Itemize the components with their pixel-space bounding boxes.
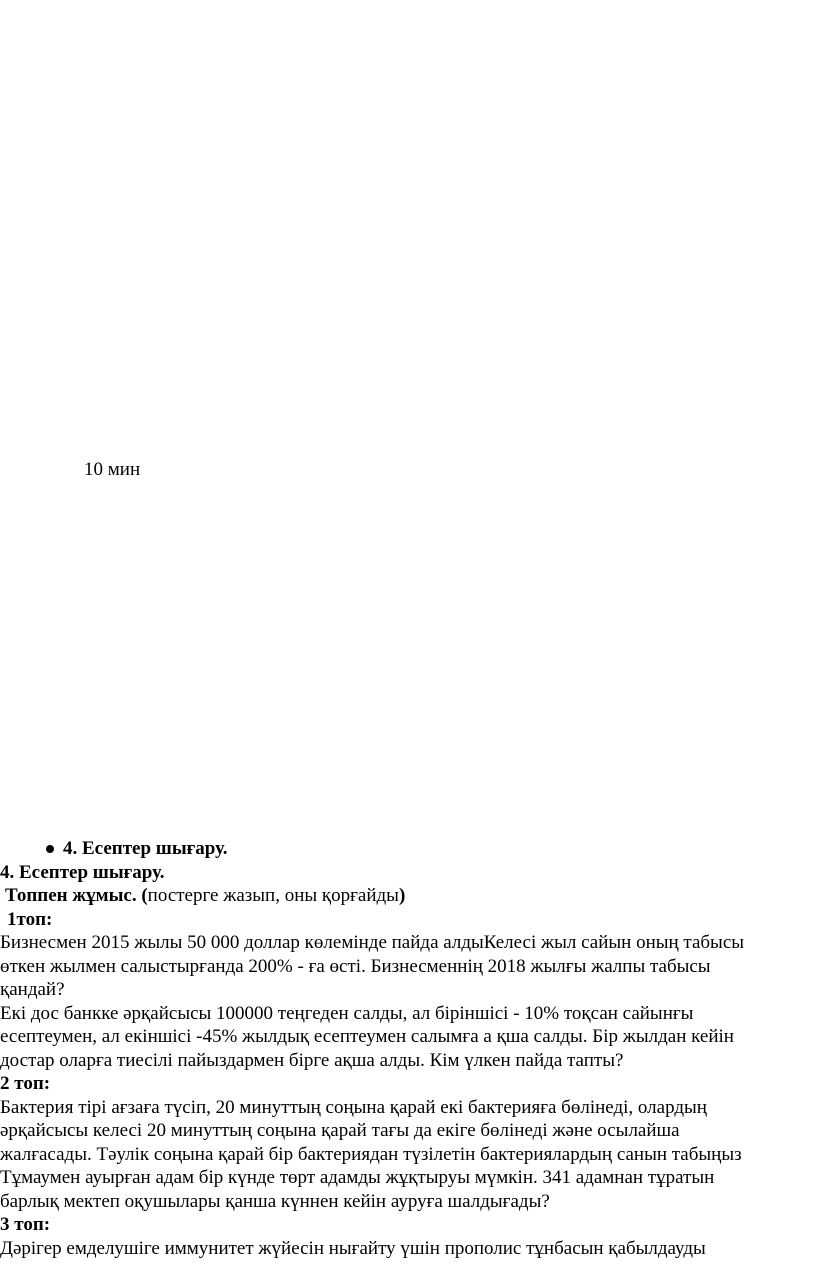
time-label: 10 мин (84, 459, 141, 480)
group2-line: барлық мектеп оқушылары қанша күннен кейін ауруға шалдығады? (0, 1190, 550, 1212)
group1-line: Бизнесмен 2015 жылы 50 000 доллар көлемінде пайда алдыКелесі жыл сайын оның табысы (0, 932, 745, 953)
section-heading: 4. Есептер шығару. (0, 861, 165, 883)
bullet-icon (46, 845, 54, 853)
group2-label: 2 топ: (0, 1073, 51, 1094)
group1-line: қандай? (0, 979, 65, 1000)
group2-line: жалғасады. Тәулік соңына қарай бір бактериядан түзілетін бактериялардың санын табыңыз (0, 1143, 742, 1165)
group1-label: 1топ: (7, 908, 53, 930)
document-body (0, 837, 816, 1260)
group1-line: есептеумен, ал екіншісі -45% жылдық есептеумен салымға а қша салды. Бір жылдан кейін (0, 1026, 734, 1047)
group1-line: өткен жылмен салыстырғанда 200% - ға өсті. Бизнесменнің 2018 жылғы жалпы табысы (0, 955, 711, 977)
group3-line: Дәрігер емделушіге иммунитет жүйесін нығайту үшін прополис тұнбасын қабылдауды (0, 1237, 706, 1259)
group2-line: әрқайсысы келесі 20 минуттың соңына қарай тағы да екіге бөлінеді және осылайша (0, 1120, 680, 1141)
bullet-heading: 4. Есептер шығару. (0, 837, 816, 861)
group1-line: достар оларға тиесілі пайыздармен бірге ақша алды. Кім үлкен пайда тапты? (0, 1049, 624, 1071)
group2-line: Тұмаумен ауырған адам бір күнде төрт адамды жұқтыруы мүмкін. 341 адамнан тұратын (0, 1167, 715, 1188)
group3-label: 3 топ: (0, 1214, 51, 1235)
group-work-heading: Топпен жұмыс. (постерге жазып, оны қорғайды) (5, 885, 406, 906)
group1-line: Екі дос банкке әрқайсысы 100000 теңгеден салды, ал біріншісі - 10% тоқсан сайынғы (0, 1002, 694, 1024)
group2-line: Бактерия тірі ағзаға түсіп, 20 минуттың соңына қарай екі бактерияға бөлінеді, олардың (0, 1096, 707, 1118)
